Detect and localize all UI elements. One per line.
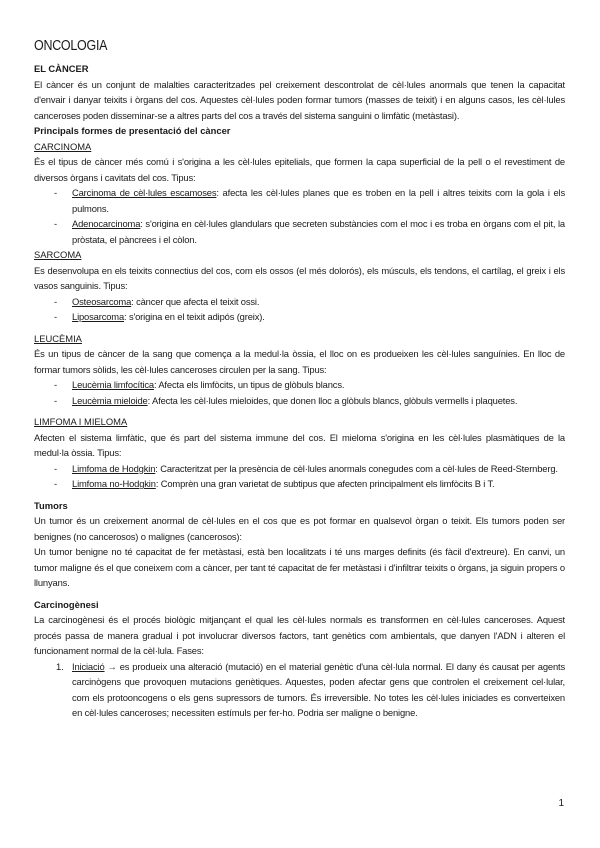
type-term: Limfoma de Hodgkin [72, 462, 156, 474]
list-item [34, 185, 565, 216]
type-desc: : s'origina en cèl·lules glandulars que secreten substàncies com el moc i es troba en òrgans com el pit, la pròstata, el pàncrees i el còlon. [72, 218, 565, 245]
sarcoma-heading: SARCOMA [34, 249, 82, 260]
carcinogenesi-paragraph: La carcinogènesi és el procés biològic mitjançant el qual les cèl·lules normals es transformen en cèl·lules canceroses. Aquest procés passa de manera gradual i pot involucrar diversos factors, tant genètics com ambientals, que danyen l'ADN i alteren el funcionament normal de la cèl·lula. Fases: [34, 614, 565, 656]
forms-heading: Principals formes de presentació del càncer [34, 125, 231, 136]
dash-bullet-icon: - [54, 311, 57, 322]
carcinoma-text: És el tipus de càncer més comú i s'origina a les cèl·lules epitelials, que formen la capa superficial de la pell o el revestiment de diversos òrgans i cavitats del cos. Tipus: [34, 156, 565, 183]
tumors-paragraph-2: Un tumor benigne no té capacitat de fer metàstasi, està ben localitzats i té uns marges definits (és fàcil d'extreure). En canvi, un tumor maligne és el que coneixem com a càncer, per tant té capacitat de fer metàstasi i d'infiltrar teixits o òrgans, ja siguin propers o llunyans. [34, 546, 565, 588]
type-term: Leucèmia limfocítica [72, 379, 154, 390]
dash-bullet-icon: - [54, 218, 57, 229]
document-page [34, 38, 565, 721]
type-term: Adenocarcinoma [72, 218, 141, 229]
dash-bullet-icon: - [54, 394, 57, 406]
leucemia-text: És un tipus de càncer de la sang que comença a la medul·la òssia, el lloc on es produeixen les cèl·lules sanguínies. En lloc de formar tumors sòlids, les cèl·lules canceroses circulen per la sang. Tipus: [34, 348, 565, 375]
leucemia-types-list [34, 377, 565, 408]
type-term: Liposarcoma [72, 311, 125, 322]
list-item [34, 377, 565, 393]
cancer-intro: El càncer és un conjunt de malalties caracteritzades pel creixement descontrolat de cèl·lules anormals que tenen la capacitat d'envair i danyar teixits i òrgans del cos. Aquestes cèl·lules poden formar tumors (masses de teixit) i en alguns casos, les cèl·lules canceroses poden disseminar-se a altres parts del cos a través del sistema sanguini o limfàtic (metàstasi). [34, 78, 565, 121]
dash-bullet-icon: - [54, 462, 57, 474]
list-item [34, 294, 565, 310]
step-term: Iniciació [72, 660, 105, 672]
dash-bullet-icon: - [54, 379, 57, 390]
sarcoma-types-list [34, 294, 565, 325]
cancer-heading: EL CÀNCER [34, 63, 89, 74]
type-desc: : Comprèn una gran varietat de subtipus que afecten principalment els limfòcits B i T. [155, 478, 495, 489]
carcinogenesi-heading: Carcinogènesi [34, 598, 99, 610]
list-item [34, 393, 565, 409]
type-desc: : Caracteritzat per la presència de cèl·lules anormals conegudes com a cèl·lules de Reed-Sternberg. [155, 462, 558, 474]
dash-bullet-icon: - [54, 295, 57, 307]
type-desc: : s'origina en el teixit adipós (greix). [124, 311, 265, 322]
page-number: 1 [558, 798, 564, 809]
tumors-heading: Tumors [34, 499, 68, 511]
list-item [34, 309, 565, 325]
dash-bullet-icon: - [54, 478, 57, 489]
carcinoma-types-list [34, 185, 565, 247]
document-title: ONCOLOGIA [34, 38, 108, 54]
dash-bullet-icon: - [54, 187, 57, 198]
step-number: 1. [56, 660, 64, 672]
limfoma-heading: LIMFOMA I MIELOMA [34, 416, 128, 427]
type-desc: : afecta les cèl·lules planes que es troben en la pell i altres teixits com la gola i els pulmons. [72, 187, 566, 214]
limfoma-text: Afecten el sistema limfàtic, que és part del sistema immune del cos. El mieloma s'origina en les cèl·lules plasmàtiques de la medul·la òssia. Tipus: [34, 431, 565, 458]
list-item [34, 659, 565, 721]
list-item [34, 476, 565, 492]
type-term: Osteosarcoma [72, 295, 132, 307]
type-term: Leucèmia mieloide [72, 394, 148, 406]
step-desc: → es produeix una alteració (mutació) en el material genètic d'una cèl·lula normal. El dany és causat per agents carcinògens que provoquen mutacions genètiques. Aquestes, poden afectar gens que controlen el creixement cel·lular, com els protooncogens o els gens supressors de tumors. És irreversible. No totes les cèl·lules iniciades es converteixen en cèl·lules canceroses; necessiten estímuls per fer-ho. Podria ser maligne o benigne. [72, 660, 565, 718]
list-item [34, 216, 565, 247]
carcinogenesi-phases-list [34, 659, 565, 721]
type-term: Carcinoma de cèl·lules escamoses [72, 187, 217, 198]
tumors-paragraph-1: Un tumor és un creixement anormal de cèl·lules en el cos que es pot formar en qualsevol òrgan o teixit. Els tumors poden ser benignes (no cancerosos) o malignes (cancerosos): [34, 515, 565, 542]
type-desc: : Afecta els limfòcits, un tipus de glòbuls blancs. [153, 379, 345, 390]
leucemia-heading: LEUCÈMIA [34, 332, 82, 344]
sarcoma-text: Es desenvolupa en els teixits connectius del cos, com els ossos (el més dolorós), els músculs, els tendons, el cartílag, el greix i els vasos sanguinis. Tipus: [34, 264, 565, 291]
limfoma-types-list [34, 461, 565, 492]
type-desc: : càncer que afecta el teixit ossi. [131, 295, 260, 307]
type-desc: : Afecta les cèl·lules mieloides, que donen lloc a glòbuls blancs, glòbuls vermells i plaquetes. [147, 394, 518, 406]
carcinoma-heading: CARCINOMA [34, 140, 92, 152]
type-term: Limfoma no-Hodgkin [72, 478, 156, 489]
list-item [34, 461, 565, 477]
